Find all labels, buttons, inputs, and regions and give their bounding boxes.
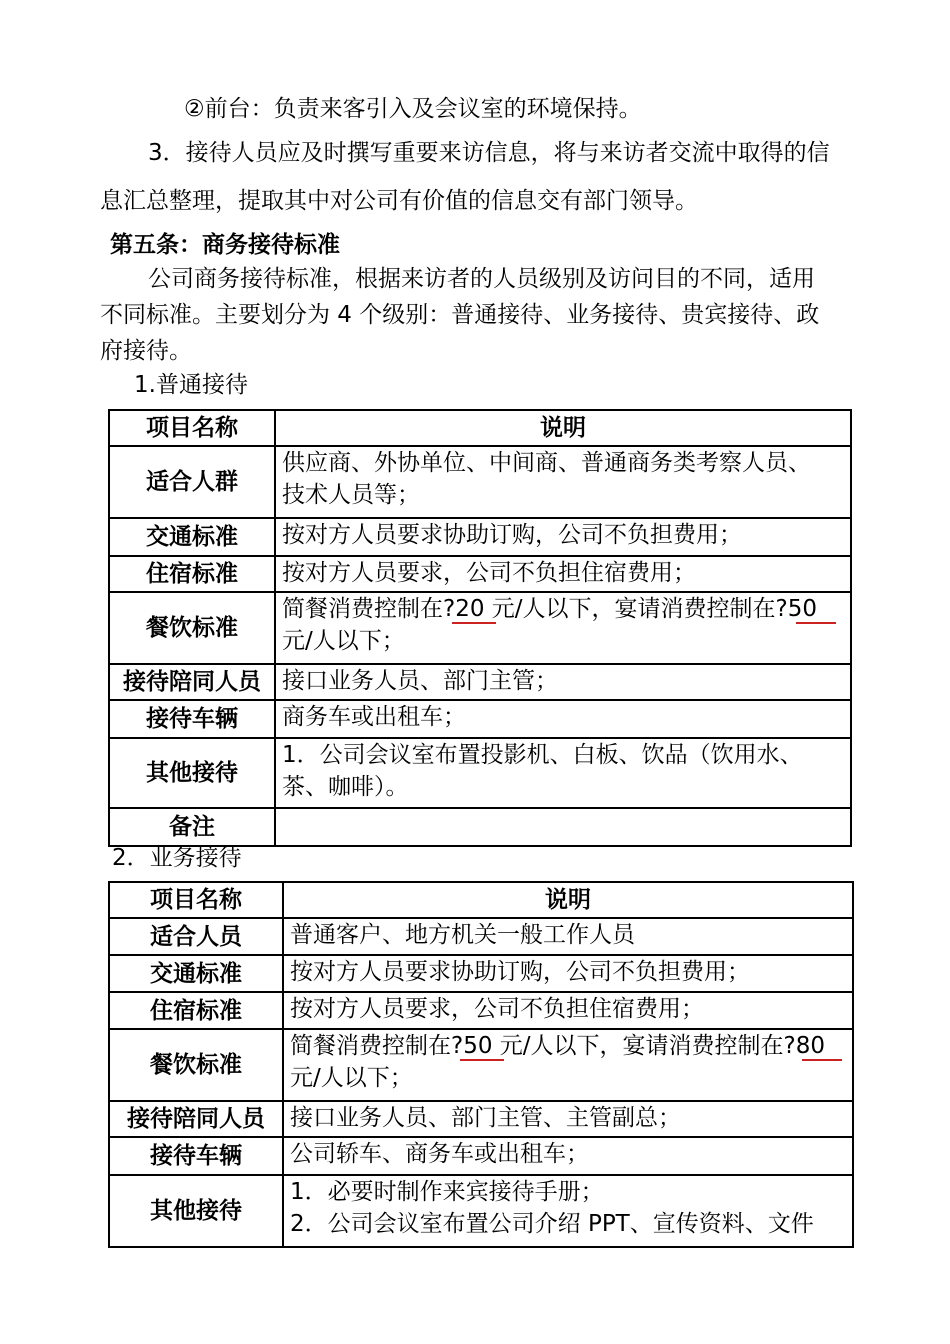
row-value: 1．必要时制作来宾接待手册； 2．公司会议室布置公司介绍 PPT、宣传资料、文件 <box>283 1175 853 1247</box>
table-row <box>109 918 853 955</box>
table-row <box>109 700 851 738</box>
table-row <box>109 556 851 592</box>
table-row <box>109 738 851 808</box>
table-row <box>109 446 851 518</box>
table-header-row <box>109 882 853 918</box>
row-value <box>275 808 851 846</box>
row-label: 交通标准 <box>109 518 275 556</box>
article-para-2: 不同标准。主要划分为 4 个级别：普通接待、业务接待、贵宾接待、政 <box>100 302 820 328</box>
table-row <box>109 992 853 1029</box>
table-row <box>109 664 851 700</box>
spell-underline <box>452 622 496 624</box>
row-label: 餐饮标准 <box>109 1029 283 1101</box>
spell-underline <box>460 1059 504 1061</box>
row-value: 1．公司会议室布置投影机、白板、饮品（饮用水、 茶、咖啡）。 <box>275 738 851 808</box>
table-row <box>109 1029 853 1101</box>
article-para-1: 公司商务接待标准，根据来访者的人员级别及访问目的不同，适用 <box>148 266 815 292</box>
row-label: 餐饮标准 <box>109 592 275 664</box>
row-label: 接待车辆 <box>109 1137 283 1175</box>
table-row <box>109 1175 853 1247</box>
row-value: 接口业务人员、部门主管、主管副总； <box>283 1101 853 1137</box>
intro-line-1: ②前台：负责来客引入及会议室的环境保持。 <box>184 96 642 122</box>
row-value: 按对方人员要求，公司不负担住宿费用； <box>283 992 853 1029</box>
row-label: 接待陪同人员 <box>109 1101 283 1137</box>
header-description: 说明 <box>275 410 851 446</box>
row-value: 按对方人员要求协助订购，公司不负担费用； <box>275 518 851 556</box>
row-label: 其他接待 <box>109 1175 283 1247</box>
table-header-row <box>109 410 851 446</box>
row-value: 简餐消费控制在?20 元/人以下，宴请消费控制在?50 元/人以下； <box>275 592 851 664</box>
table-ordinary-reception <box>108 409 852 847</box>
row-label: 其他接待 <box>109 738 275 808</box>
table-row <box>109 1137 853 1175</box>
header-item-name: 项目名称 <box>109 410 275 446</box>
table-row <box>109 592 851 664</box>
table-business-reception <box>108 881 854 1248</box>
table-row <box>109 1101 853 1137</box>
table1-title: 1.普通接待 <box>134 372 248 398</box>
row-label: 接待车辆 <box>109 700 275 738</box>
table-row <box>109 518 851 556</box>
intro-line-2: 3．接待人员应及时撰写重要来访信息，将与来访者交流中取得的信 <box>148 140 830 166</box>
intro-line-3: 息汇总整理，提取其中对公司有价值的信息交有部门领导。 <box>100 188 698 214</box>
row-label: 住宿标准 <box>109 556 275 592</box>
row-label: 接待陪同人员 <box>109 664 275 700</box>
header-description: 说明 <box>283 882 853 918</box>
article-para-3: 府接待。 <box>100 338 192 364</box>
row-label: 住宿标准 <box>109 992 283 1029</box>
header-item-name: 项目名称 <box>109 882 283 918</box>
table2-title: 2．业务接待 <box>112 845 242 871</box>
row-value: 简餐消费控制在?50 元/人以下，宴请消费控制在?80 元/人以下； <box>283 1029 853 1101</box>
spell-underline <box>802 1059 842 1061</box>
row-value: 商务车或出租车； <box>275 700 851 738</box>
row-label: 备注 <box>109 808 275 846</box>
row-value: 按对方人员要求，公司不负担住宿费用； <box>275 556 851 592</box>
row-value: 供应商、外协单位、中间商、普通商务类考察人员、 技术人员等； <box>275 446 851 518</box>
row-label: 交通标准 <box>109 955 283 992</box>
row-value: 按对方人员要求协助订购，公司不负担费用； <box>283 955 853 992</box>
row-label: 适合人群 <box>109 446 275 518</box>
article-heading: 第五条：商务接待标准 <box>110 232 340 258</box>
table-row <box>109 955 853 992</box>
spell-underline <box>796 622 836 624</box>
row-label: 适合人员 <box>109 918 283 955</box>
row-value: 普通客户、地方机关一般工作人员 <box>283 918 853 955</box>
table-row <box>109 808 851 846</box>
row-value: 接口业务人员、部门主管； <box>275 664 851 700</box>
row-value: 公司轿车、商务车或出租车； <box>283 1137 853 1175</box>
